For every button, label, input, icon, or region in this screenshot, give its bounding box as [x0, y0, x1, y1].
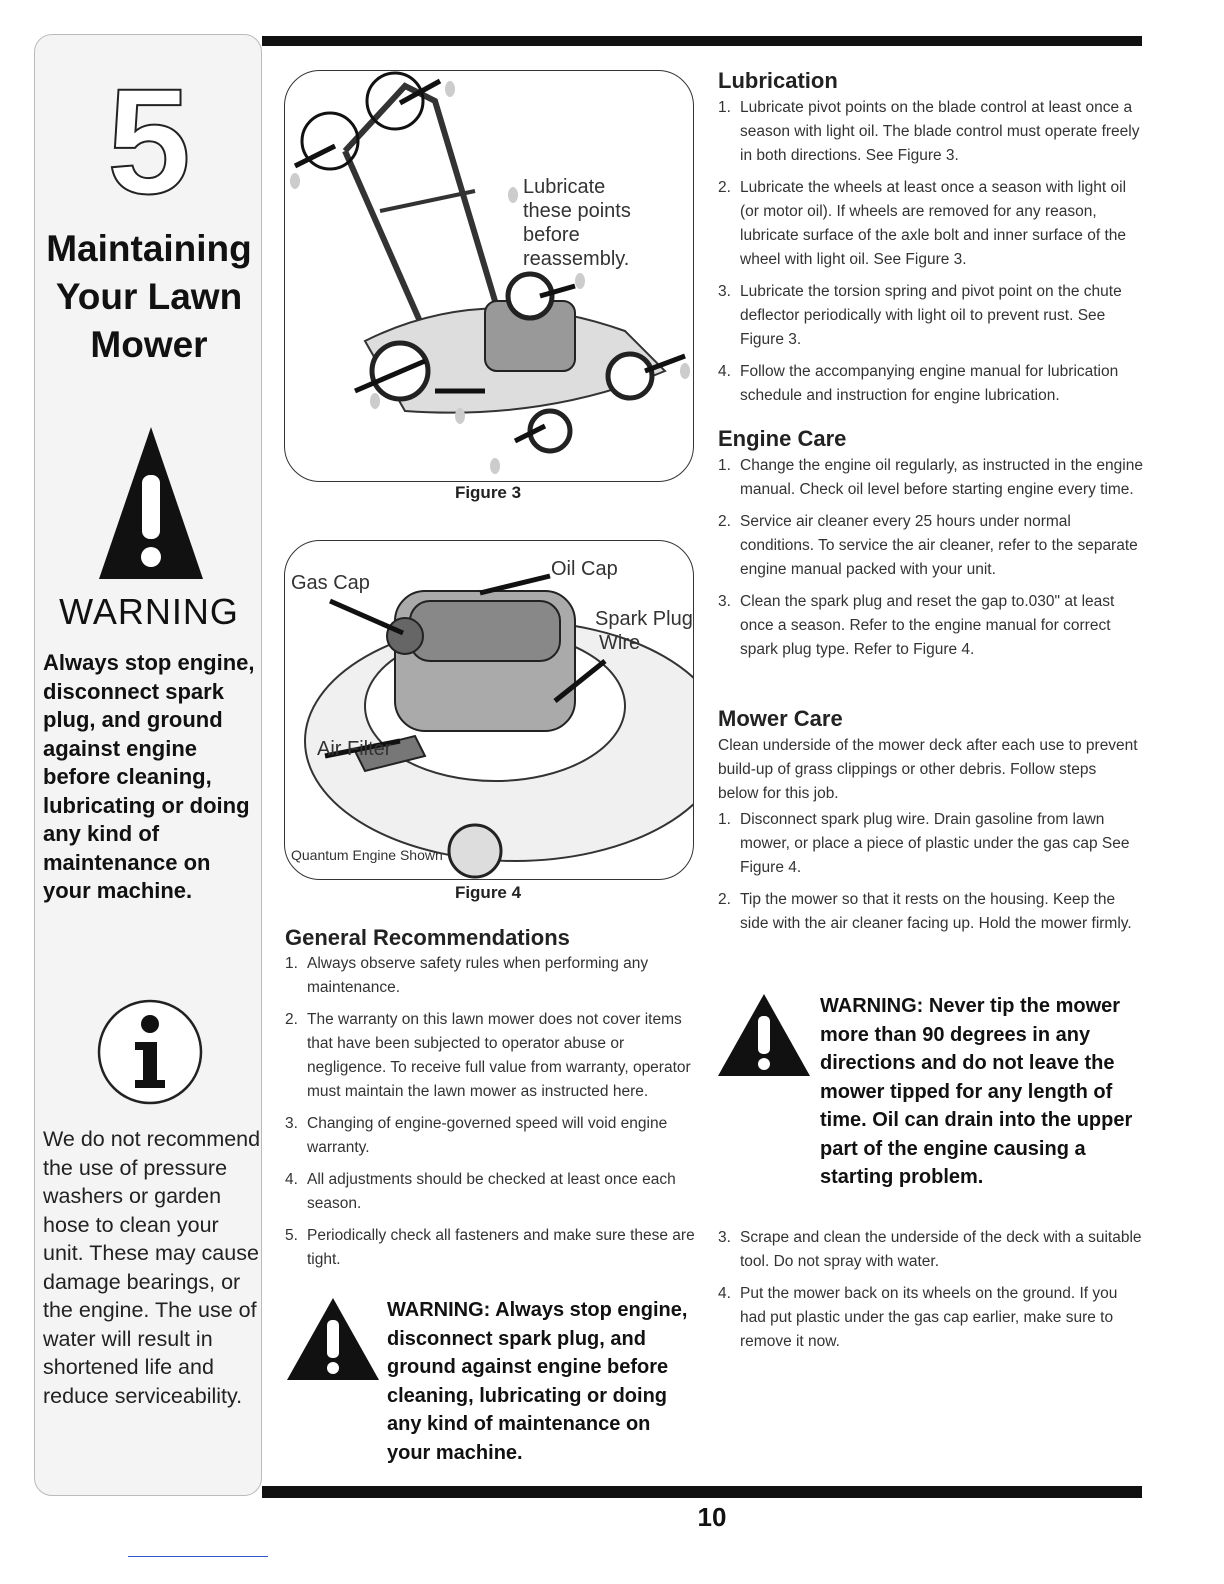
spark-plug-wire-label: Spark Plug Wire [595, 608, 693, 654]
list-item: 1. Change the engine oil regularly, as instructed in the engine manual. Check oil level before starting engine every time. [718, 457, 1143, 498]
gas-cap-label: Gas Cap [291, 572, 370, 594]
list-item: 3. Scrape and clean the underside of the deck with a suitable tool. Do not spray with water. [718, 1229, 1142, 1270]
general-recommendations-heading: General Recommendations [285, 925, 570, 950]
figure-3 [284, 70, 694, 482]
list-item: 2. Service air cleaner every 25 hours under normal conditions. To service the air cleaner, refer to the separate engine manual packed with your unit. [718, 513, 1138, 578]
list-item: 1. Lubricate pivot points on the blade control at least once a season with light oil. The blade control must operate freely in both directions. See Figure 3. [718, 99, 1140, 164]
list-item: 2. The warranty on this lawn mower does not cover items that have been subjected to operator abuse or negligence. To receive full value from warranty, operator must maintain the lawn mower as instructed here. [285, 1011, 691, 1100]
general-warning-text: WARNING: Always stop engine, disconnect spark plug, and ground against engine before cleaning, lubricating or doing any kind of maintenance on your machine. [387, 1299, 688, 1464]
quantum-engine-label: Quantum Engine Shown [291, 847, 443, 863]
mower-care-warning-text: WARNING: Never tip the mower more than 90 degrees in any directions and do not leave the mower tipped for any length of time. Oil can drain into the upper part of the engine causing a starting problem. [820, 995, 1133, 1188]
list-item: 2. Tip the mower so that it rests on the housing. Keep the side with the air cleaner facing up. Hold the mower firmly. [718, 891, 1132, 932]
warning-triangle-icon [716, 992, 812, 1083]
general-recommendations-list [285, 952, 697, 1280]
air-filter-label: Air Filter [317, 738, 392, 760]
warning-triangle-icon [285, 1296, 381, 1387]
warning-label: WARNING [59, 591, 239, 632]
footer-line [128, 1556, 268, 1557]
list-item: 4. Follow the accompanying engine manual for lubrication schedule and instruction for engine lubrication. [718, 363, 1119, 404]
list-item: 5. Periodically check all fasteners and make sure these are tight. [285, 1227, 695, 1268]
figure-4-caption: Figure 4 [454, 883, 522, 902]
list-item: 4. All adjustments should be checked at least once each season. [285, 1171, 676, 1212]
list-item: 4. Put the mower back on its wheels on the ground. If you had put plastic under the gas cap earlier, make sure to remove it now. [718, 1285, 1118, 1350]
figure-3-caption: Figure 3 [454, 483, 522, 502]
info-icon [95, 997, 205, 1112]
list-item: 3. Lubricate the torsion spring and pivot point on the chute deflector periodically with light oil to prevent rust. See Figure 3. [718, 283, 1122, 348]
figure-4 [284, 540, 694, 880]
bottom-rule [262, 1486, 1142, 1498]
mower-care-intro: Clean underside of the mower deck after each use to prevent build-up of grass clippings or other debris. Follow steps below for this job. [718, 737, 1138, 802]
mower-care-heading: Mower Care [718, 706, 843, 731]
list-item: 1. Disconnect spark plug wire. Drain gasoline from lawn mower, or place a piece of plastic under the gas cap See Figure 4. [718, 811, 1130, 876]
chapter-number [35, 75, 263, 210]
list-item: 1. Always observe safety rules when performing any maintenance. [285, 955, 649, 996]
sidebar-info-text: We do not recommend the use of pressure washers or garden hose to clean your unit. These may cause damage bearings, or the engine. The use of water will result in shortened life and reduce serviceability. [43, 1127, 261, 1408]
oil-cap-label: Oil Cap [551, 558, 618, 580]
page-number: 10 [697, 1502, 727, 1532]
mower-care-list-b [718, 1226, 1146, 1362]
figure-3-callout: Lubricate these points before reassembly. [523, 176, 631, 270]
sidebar-warning-text: Always stop engine, disconnect spark plug, and ground against engine before cleaning, lubricating or doing any kind of maintenance on your machine. [43, 650, 255, 903]
lawn-mower-illustration [285, 71, 693, 481]
sidebar [34, 34, 262, 1496]
chapter-title: Maintaining Your Lawn Mower [46, 228, 252, 365]
warning-triangle-icon [95, 423, 207, 588]
list-item: 2. Lubricate the wheels at least once a season with light oil (or motor oil). If wheels are removed for any reason, lubricate surface of the axle bolt and inner surface of the wheel with light oil. See Figure 3. [718, 179, 1127, 268]
engine-care-list [718, 454, 1146, 670]
top-rule [262, 36, 1142, 46]
list-item: 3. Clean the spark plug and reset the gap to.030" at least once a season. Refer to the engine manual for correct spark plug type. Refer to Figure 4. [718, 593, 1115, 658]
engine-care-heading: Engine Care [718, 426, 847, 451]
lubrication-heading: Lubrication [718, 68, 838, 93]
lubrication-list [718, 96, 1146, 416]
mower-care-list-a [718, 808, 1146, 944]
svg-text:5: 5 [107, 75, 191, 205]
list-item: 3. Changing of engine-governed speed will void engine warranty. [285, 1115, 668, 1156]
